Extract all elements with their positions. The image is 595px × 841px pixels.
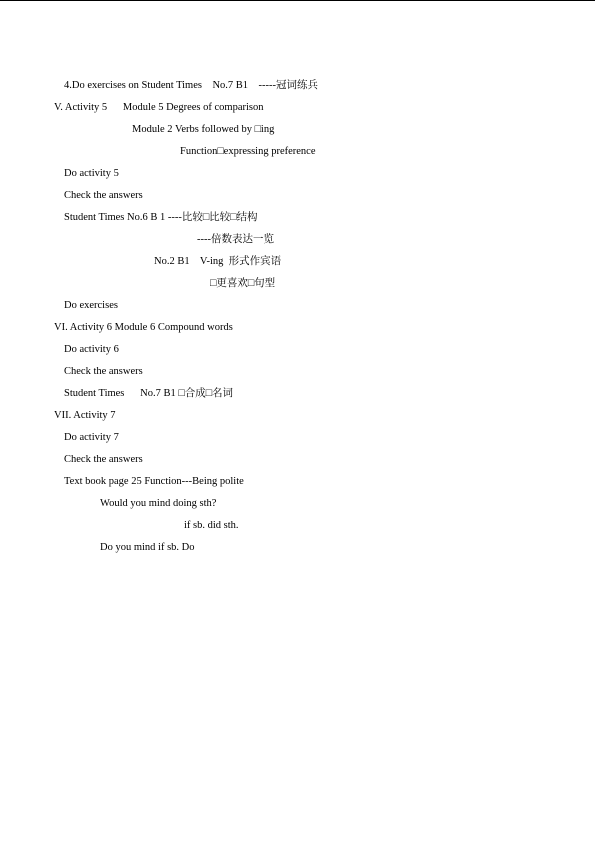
line-student-times-no6: Student Times No.6 B 1 ----比较□比较□结构 xyxy=(64,212,258,223)
line-item-4-exercises: 4.Do exercises on Student Times No.7 B1 -----冠词练兵 xyxy=(64,80,319,91)
line-prefer-pattern: □更喜欢□句型 xyxy=(210,278,276,289)
line-do-activity-5: Do activity 5 xyxy=(64,168,119,179)
section-vii-heading: VII. Activity 7 xyxy=(54,410,116,421)
line-module-2: Module 2 Verbs followed by □ing xyxy=(132,124,275,135)
line-do-activity-6: Do activity 6 xyxy=(64,344,119,355)
line-student-times-no7: Student Times No.7 B1 □合成□名词 xyxy=(64,388,234,399)
line-function-preference: Function□expressing preference xyxy=(180,146,316,157)
line-textbook-page-25: Text book page 25 Function---Being polite xyxy=(64,476,244,487)
line-do-exercises: Do exercises xyxy=(64,300,118,311)
line-check-answers-2: Check the answers xyxy=(64,366,143,377)
line-check-answers-3: Check the answers xyxy=(64,454,143,465)
line-if-sb-did: if sb. did sth. xyxy=(184,520,239,531)
line-multiples: ----倍数表达一览 xyxy=(197,234,274,245)
line-check-answers-1: Check the answers xyxy=(64,190,143,201)
section-v-heading: V. Activity 5 Module 5 Degrees of comparison xyxy=(54,102,264,113)
line-no2-ving: No.2 B1 V-ing 形式作宾语 xyxy=(154,256,282,267)
line-do-you-mind: Do you mind if sb. Do xyxy=(100,542,195,553)
page-top-rule xyxy=(0,0,595,1)
line-do-activity-7: Do activity 7 xyxy=(64,432,119,443)
line-would-you-mind: Would you mind doing sth? xyxy=(100,498,217,509)
section-vi-heading: VI. Activity 6 Module 6 Compound words xyxy=(54,322,233,333)
